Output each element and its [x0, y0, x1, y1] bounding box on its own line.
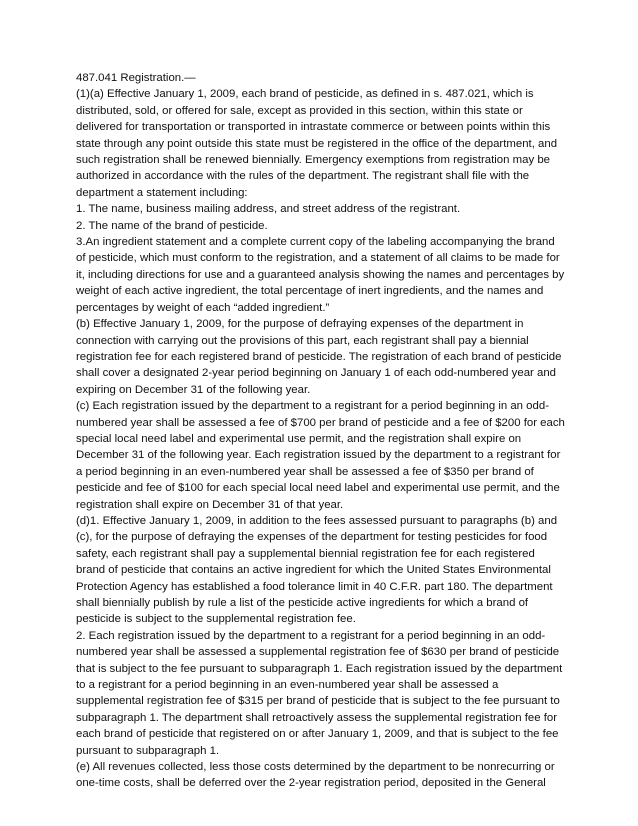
paragraph-1a-item-2: 2. The name of the brand of pesticide. [76, 219, 268, 232]
paragraph-1d-1: (d)1. Effective January 1, 2009, in addition to the fees assessed pursuant to paragraphs (b) and (c), for the purpose of defraying the expenses of the department for testing pesticides for food safety, each registrant shall pay a supplemental biennial registration fee for each registered brand of pesticide that contains an active ingredient for which the United States Environmental Protection Agency has established a food tolerance limit in 40 C.F.R. part 180. The department shall biennially publish by rule a list of the pesticide active ingredients for which a brand of pesticide is subject to the supplemental registration fee. [76, 514, 558, 626]
document-page [76, 70, 566, 792]
paragraph-1c: (c) Each registration issued by the department to a registrant for a period beginning in an odd-numbered year shall be assessed a fee of $700 per brand of pesticide and a fee of $200 for each special local need label and experimental use permit, and the registration shall expire on December 31 of the following year. Each registration issued by the department to a registrant for a period beginning in an even-numbered year shall be assessed a fee of $350 per brand of pesticide and fee of $100 for each special local need label and experimental use permit, and the registration shall expire on December 31 of that year. [76, 400, 565, 511]
paragraph-1a: (1)(a) Effective January 1, 2009, each brand of pesticide, as defined in s. 487.021, which is distributed, sold, or offered for sale, except as provided in this section, within this state or delivered for transportation or transported in intrastate commerce or between points within this state through any point outside this state must be registered in the office of the department, and such registration shall be renewed biennially. Emergency exemptions from registration may be authorized in accordance with the rules of the department. The registrant shall file with the department a statement including: [76, 88, 558, 199]
paragraph-1b: (b) Effective January 1, 2009, for the purpose of defraying expenses of the department in connection with carrying out the provisions of this part, each registrant shall pay a biennial registration fee for each registered brand of pesticide. The registration of each brand of pesticide shall cover a designated 2-year period beginning on January 1 of each odd-numbered year and expiring on December 31 of the following year. [76, 318, 562, 396]
paragraph-1a-item-3: 3.An ingredient statement and a complete current copy of the labeling accompanying the brand of pesticide, which must conform to the registration, and a statement of all claims to be made for it, including directions for use and a guaranteed analysis showing the names and percentages by weight of each active ingredient, the total percentage of inert ingredients, and the names and percentages by weight of each “added ingredient.” [76, 236, 565, 314]
paragraph-1a-item-1: 1. The name, business mailing address, and street address of the registrant. [76, 203, 461, 216]
paragraph-1d-2: 2. Each registration issued by the department to a registrant for a period beginning in an odd-numbered year shall be assessed a supplemental registration fee of $630 per brand of pesticide that is subject to the fee pursuant to subparagraph 1. Each registration issued by the department to a registrant for a period beginning in an even-numbered year shall be assessed a supplemental registration fee of $315 per brand of pesticide that is subject to the fee pursuant to subparagraph 1. The department shall retroactively assess the supplemental registration fee for each brand of pesticide that registered on or after January 1, 2009, and that is subject to the fee pursuant to subparagraph 1. [76, 629, 563, 757]
section-heading: 487.041 Registration.— [76, 72, 196, 84]
paragraph-1e: (e) All revenues collected, less those costs determined by the department to be nonrecurring or one-time costs, shall be deferred over the 2-year registration period, deposited in the General [76, 761, 555, 790]
